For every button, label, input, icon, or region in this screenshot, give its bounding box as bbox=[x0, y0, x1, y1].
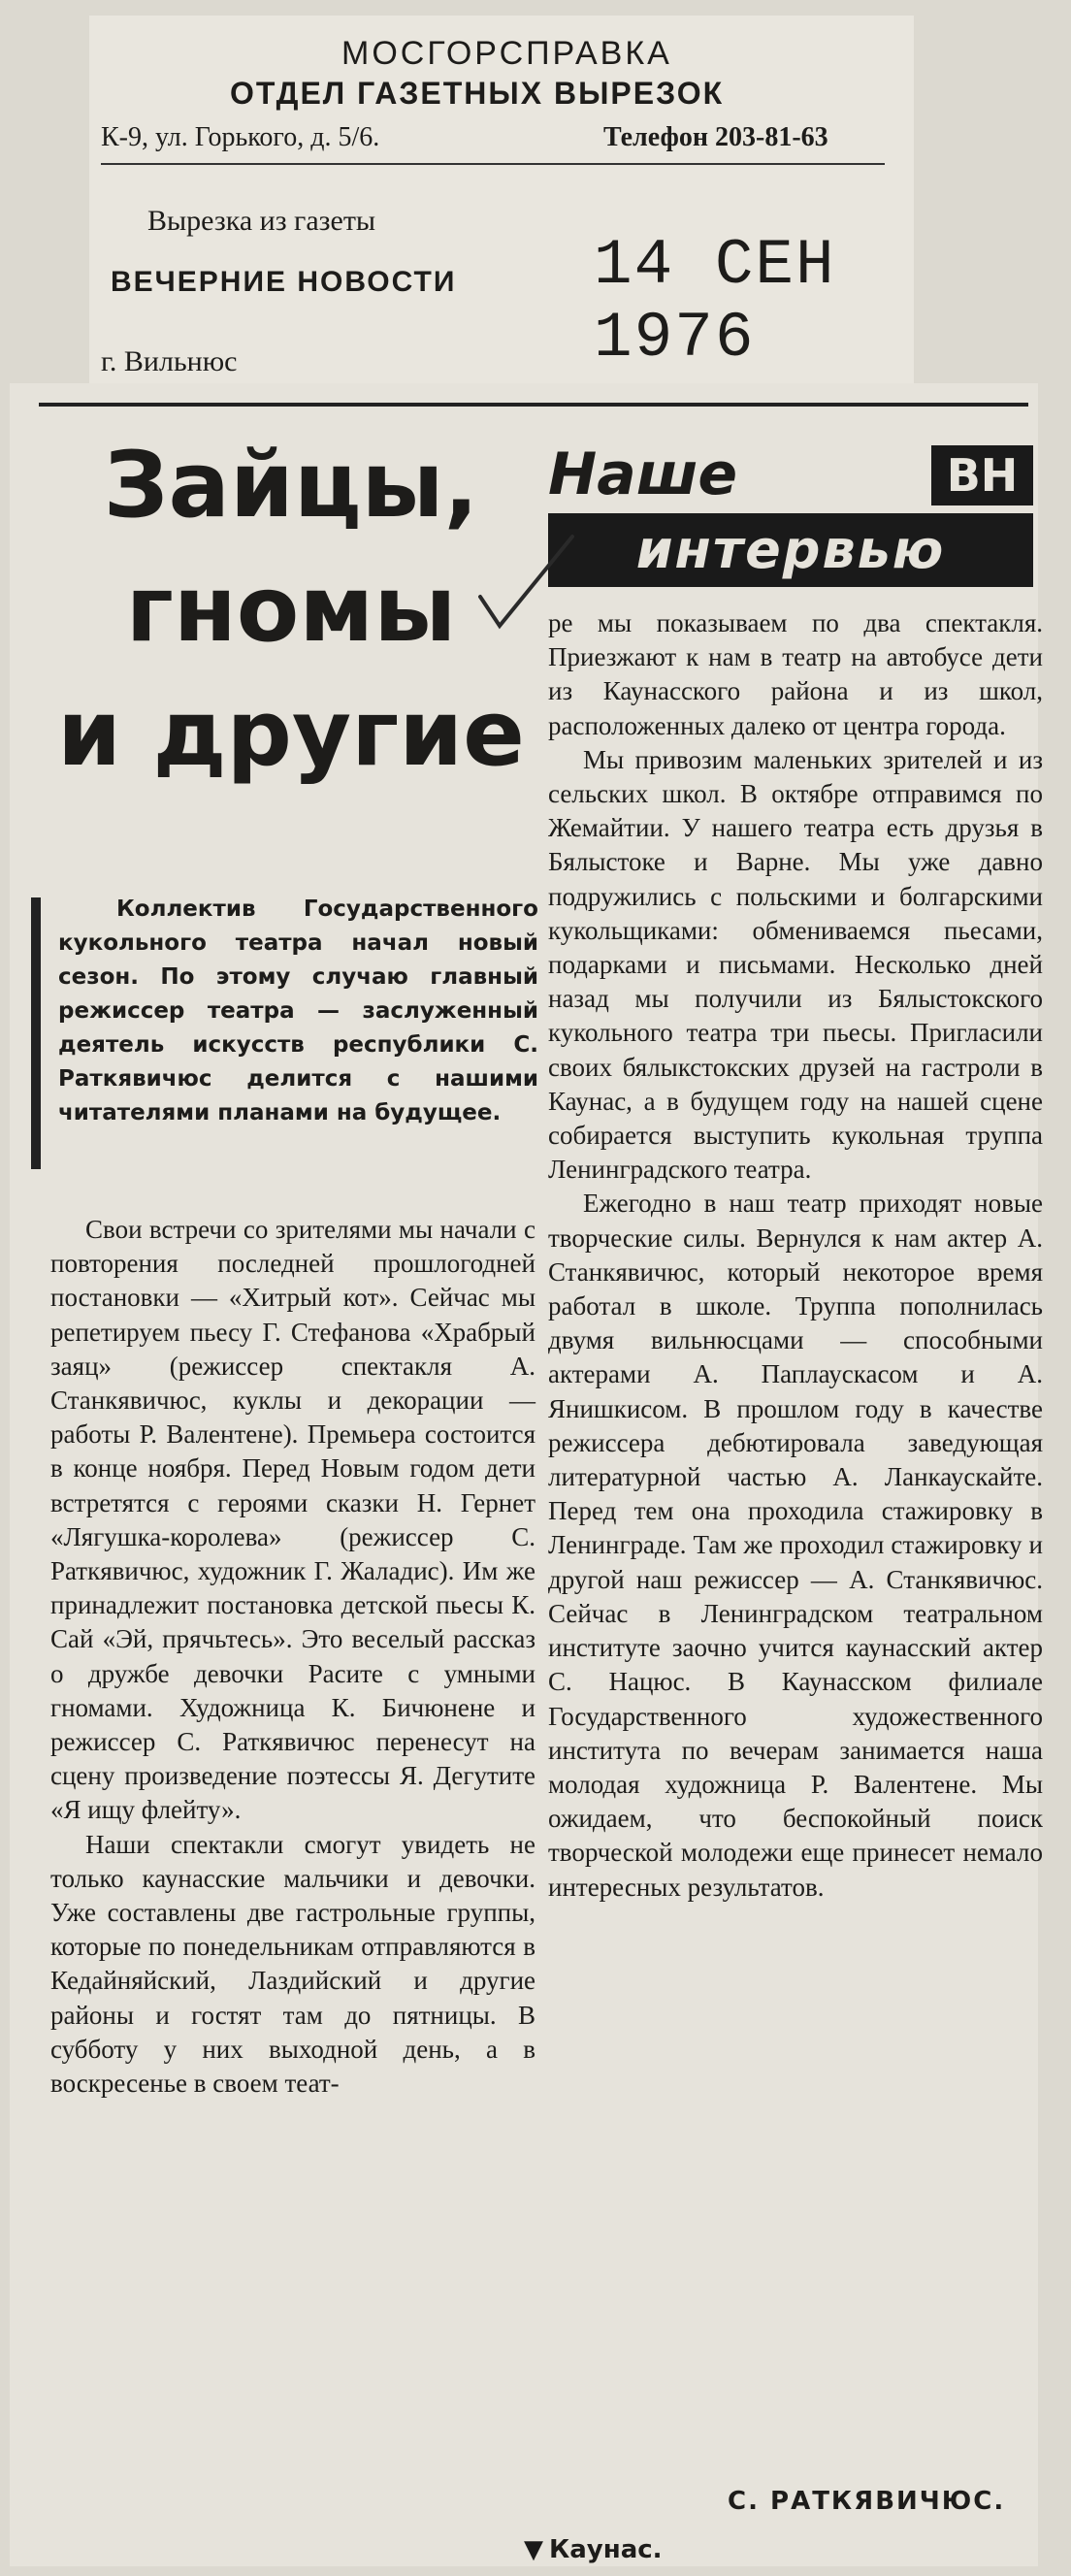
triangle-marker-icon: ▼ bbox=[524, 2535, 543, 2564]
label-city: г. Вильнюс bbox=[101, 345, 238, 377]
column-left bbox=[50, 1213, 536, 2101]
archive-label bbox=[89, 16, 914, 394]
rubric-badge: ВН bbox=[931, 445, 1033, 505]
paragraph: Мы привозим маленьких зрителей и из сельских школ. В октябре отправимся по Жемайтии. У нашего театра есть друзья в Бялыстоке и Варне. Мы уже давно подружились с польскими и болгарскими кукольщиками: обмениваемся пьесами, подарками и письмами. Несколько дней назад мы получили из Бялыстокского кукольного театра три пьесы. Пригласили своих бялыкстокских друзей на гастроли в Каунас, а в будущем году на нашей сцене собирается выступить кукольная труппа Ленинградского театра. bbox=[548, 744, 1043, 1185]
headline-line: и другие bbox=[57, 681, 525, 787]
label-divider bbox=[101, 163, 885, 165]
dateline-city: Каунас. bbox=[549, 2535, 663, 2564]
label-newspaper: ВЕЧЕРНИЕ НОВОСТИ bbox=[111, 266, 457, 298]
newspaper-clipping bbox=[10, 383, 1043, 2566]
article-headline bbox=[49, 424, 534, 797]
headline-line: гномы bbox=[125, 557, 457, 663]
label-phone: Телефон 203-81-63 bbox=[603, 122, 828, 152]
label-clip-from: Вырезка из газеты bbox=[147, 205, 376, 237]
lead-bar bbox=[31, 897, 41, 1169]
paragraph: Свои встречи со зрителями мы начали с повторения последней прошлогодней постановки — «Хитрый кот». Сейчас мы репетируем пьесу Г. Стефанова «Храбрый заяц» (режиссер спектакля А. Станкявичюс, куклы и декорации — работы Р. Валентене). Премьера состоится в конце ноября. Перед Новым годом дети встретятся с героями сказки Н. Гернет «Лягушка-королева» (режиссер С. Раткявичюс, художник Г. Жаладис). Им же принадлежит постановка детской пьесы К. Сай «Эй, прячьтесь». Это веселый рассказ о дружбе девочки Расите с умными гномами. Художница К. Бичюнене и режиссер С. Раткявичюс перенесут на сцену произведение поэтессы Я. Дегутите «Я ищу флейту». bbox=[50, 1215, 536, 1825]
label-address: К-9, ул. Горького, д. 5/6. bbox=[101, 122, 380, 152]
rubric-line1: Наше bbox=[548, 440, 738, 508]
headline-line: Зайцы, bbox=[103, 433, 479, 538]
column-right bbox=[548, 606, 1043, 1905]
author-signature: С. РАТКЯВИЧЮС. bbox=[728, 2487, 1006, 2516]
article-lead: Коллектив Государственного кукольного театра начал новый сезон. По этому случаю главный режиссер театра — заслуженный деятель искусств республики С. Раткявичюс делится с нашими читателями планами на будущее. bbox=[58, 897, 538, 1125]
label-department: ОТДЕЛ ГАЗЕТНЫХ ВЫРЕЗОК bbox=[230, 76, 725, 111]
paragraph: Наши спектакли смогут увидеть не только каунасские мальчики и девочки. Уже составлены две гастрольные группы, которые по понедельникам отправляются в Кедайняйский, Лаздийский и другие районы и гостят там до пятницы. В субботу у них выходной день, а в воскресенье в своем теат- bbox=[50, 1829, 536, 2099]
dateline bbox=[524, 2535, 663, 2564]
rubric-line2: интервью bbox=[548, 513, 1033, 587]
rubric-heading bbox=[548, 441, 1033, 587]
label-date-stamp: 14 СЕН 1976 bbox=[594, 229, 836, 375]
label-org: МОСГОРСПРАВКА bbox=[341, 35, 672, 72]
paragraph: ре мы показываем по два спектакля. Приезжают к нам в театр на автобусе дети из Каунасского района и из школ, расположенных далеко от центра города. bbox=[548, 608, 1043, 740]
paragraph: Ежегодно в наш театр приходят новые творческие силы. Вернулся к нам актер А. Станкявичюс, который некоторое время работал в школе. Труппа пополнилась двумя вильнюсцами — способными актерами А. Паплаускасом и А. Янишкисом. В прошлом году в качестве режиссера дебютировала заведующая литературной частью А. Ланкаускайте. Перед тем она проходила стажировку в Ленинграде. Там же проходил стажировку и другой наш режиссер — А. Станкявичюс. Сейчас в Ленинградском театральном институте заочно учится каунасский актер С. Нацюс. В Каунасском филиале Государственного художественного института по вечерам занимается наша молодая художница Р. Валентене. Мы ожидаем, что беспокойный поиск творческой молодежи еще принесет немало интересных результатов. bbox=[548, 1189, 1043, 1902]
top-rule bbox=[39, 403, 1028, 407]
